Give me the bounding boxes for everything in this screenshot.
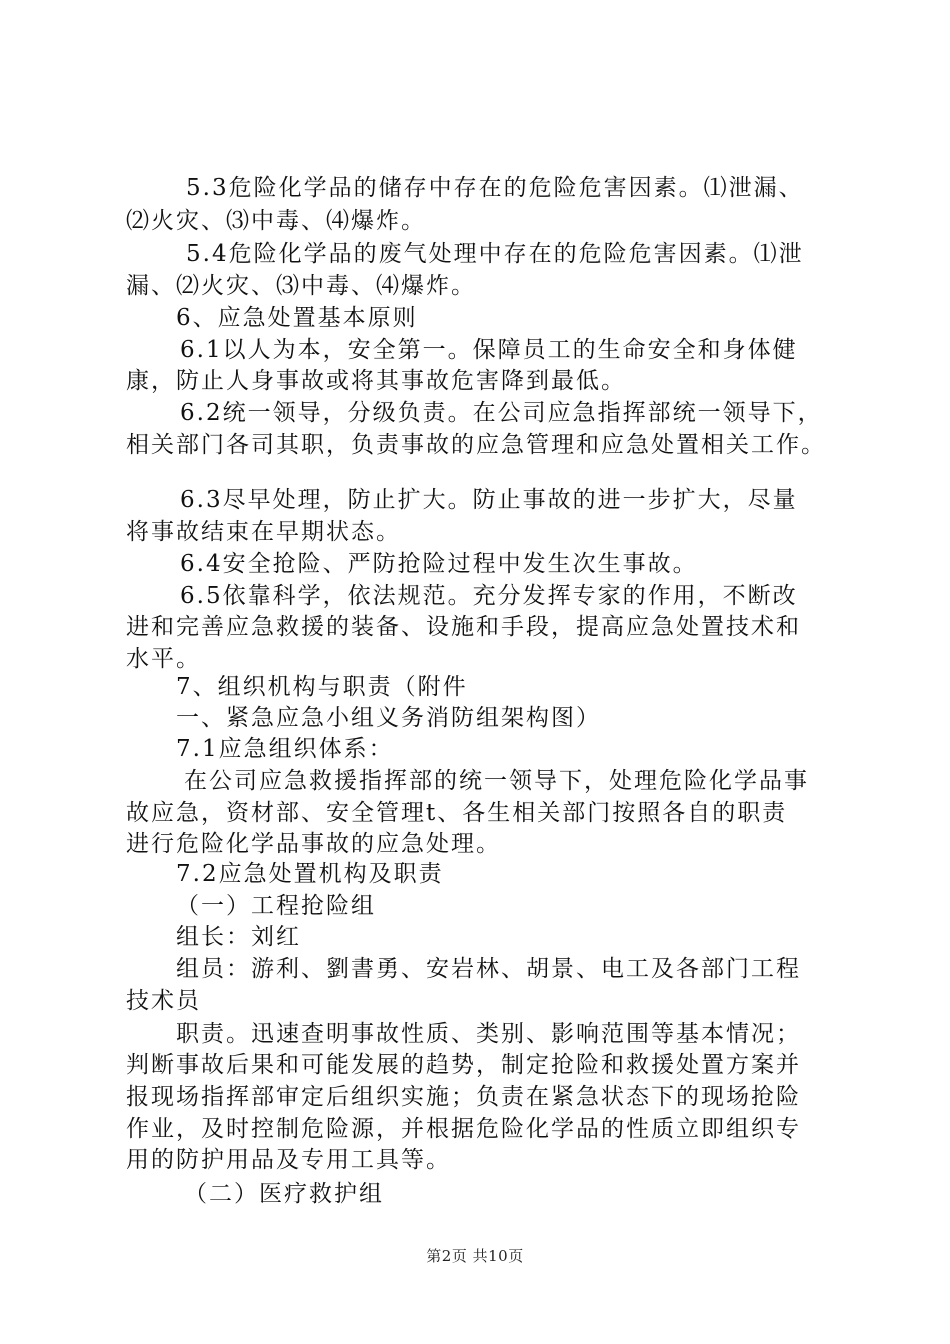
text-line: 用的防护用品及专用工具等。: [126, 1147, 451, 1173]
text-line: 6.3尽早处理，防止扩大。防止事故的进一步扩大，尽量: [180, 487, 798, 513]
text-line: 6.1以人为本，安全第一。保障员工的生命安全和身体健: [180, 337, 798, 363]
text-line: 组员：游利、劉書勇、安岩林、胡景、电工及各部门工程: [176, 956, 801, 982]
text-line: 将事故结束在早期状态。: [126, 519, 401, 545]
text-line: 一、紧急应急小组义务消防组架构图）: [176, 705, 601, 731]
text-line: 技术员: [126, 988, 201, 1014]
text-line: 水平。: [126, 646, 201, 672]
text-line: 康，防止人身事故或将其事故危害降到最低。: [126, 368, 626, 394]
text-line: 5.3危险化学品的储存中存在的危险危害因素。⑴泄漏、: [186, 175, 804, 201]
subsection-heading: 7.1应急组织体系：: [176, 736, 394, 762]
text-line: 组长：刘红: [176, 924, 301, 950]
subsection-heading: 7.2应急处置机构及职责: [176, 861, 444, 887]
group-heading: （一）工程抢险组: [176, 893, 376, 919]
group-heading: （二）医疗救护组: [184, 1181, 384, 1207]
text-line: ⑵火灾、⑶中毒、⑷爆炸。: [126, 208, 426, 234]
text-line: 5.4危险化学品的废气处理中存在的危险危害因素。⑴泄: [186, 241, 804, 267]
text-line: 在公司应急救援指挥部的统一领导下，处理危险化学品事: [184, 768, 809, 794]
text-line: 进行危险化学品事故的应急处理。: [126, 831, 501, 857]
text-line: 报现场指挥部审定后组织实施；负责在紧急状态下的现场抢险: [126, 1084, 801, 1110]
page-number-footer: 第2页 共10页: [426, 1247, 524, 1265]
section-heading: 6、应急处置基本原则: [176, 305, 418, 331]
text-line: 判断事故后果和可能发展的趋势，制定抢险和救援处置方案并: [126, 1052, 801, 1078]
text-line: 故应急，资材部、安全管理t、各生相关部门按照各自的职责: [126, 800, 788, 826]
text-line: 职责。迅速查明事故性质、类别、影响范围等基本情况；: [176, 1021, 801, 1047]
text-line: 6.5依靠科学，依法规范。充分发挥专家的作用，不断改: [180, 583, 798, 609]
text-line: 相关部门各司其职，负责事故的应急管理和应急处置相关工作。: [126, 432, 826, 458]
text-line: 6.4安全抢险、严防抢险过程中发生次生事故。: [180, 551, 698, 577]
text-line: 6.2统一领导，分级负责。在公司应急指挥部统一领导下，: [180, 400, 823, 426]
text-line: 进和完善应急救援的装备、设施和手段，提高应急处置技术和: [126, 614, 801, 640]
text-line: 作业，及时控制危险源，并根据危险化学品的性质立即组织专: [126, 1116, 801, 1142]
text-line: 漏、⑵火灾、⑶中毒、⑷爆炸。: [126, 273, 476, 299]
section-heading: 7、组织机构与职责（附件: [176, 674, 468, 700]
